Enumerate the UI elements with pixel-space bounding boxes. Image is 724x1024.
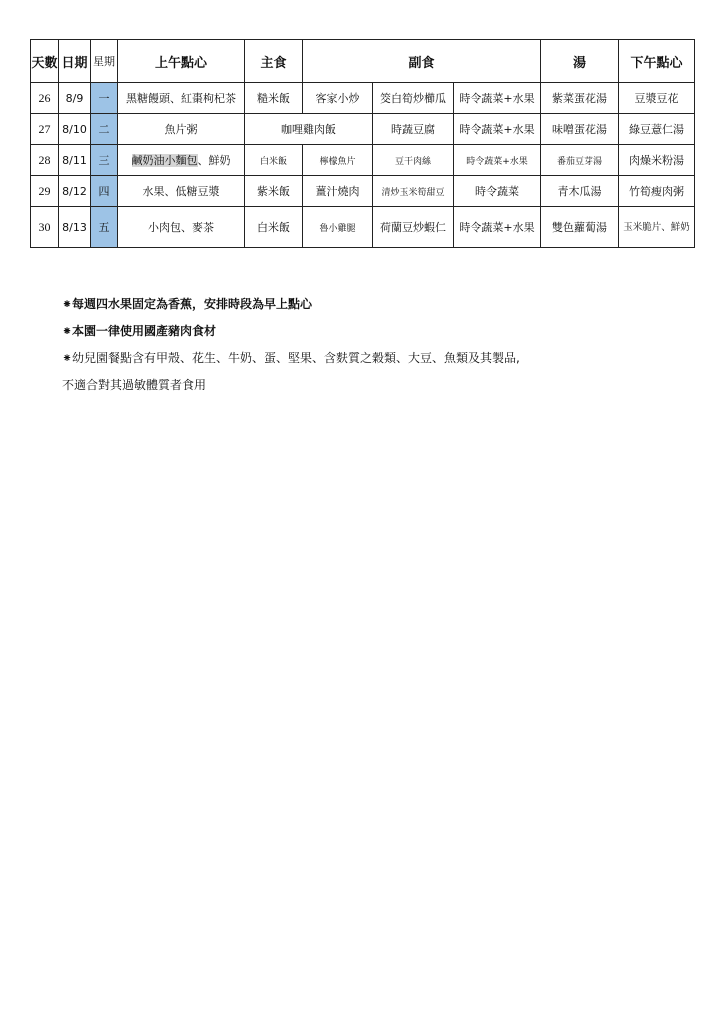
soup-cell: 番茄豆芽湯: [541, 145, 619, 176]
header-side-dish: 副食: [303, 40, 541, 83]
table-row: [31, 83, 695, 114]
morning-snack-rest: 、鮮奶: [197, 154, 231, 167]
morning-snack-cell: 水果、低糖豆漿: [118, 176, 245, 207]
side-dish-cell: 時令蔬菜+水果: [454, 83, 541, 114]
menu-table: [30, 39, 695, 248]
header-date: 日期: [59, 40, 91, 83]
weekday-cell: 二: [91, 114, 118, 145]
day-cell: 28: [31, 145, 59, 176]
side-dish-cell: 荷蘭豆炒蝦仁: [373, 207, 454, 248]
afternoon-snack-cell: 肉燥米粉湯: [619, 145, 695, 176]
side-dish-cell: 筊白筍炒櫛瓜: [373, 83, 454, 114]
header-row: [31, 40, 695, 83]
side-dish-cell: 時蔬豆腐: [373, 114, 454, 145]
side-dish-cell: 時令蔬菜+水果: [454, 207, 541, 248]
day-cell: 26: [31, 83, 59, 114]
afternoon-snack-cell: 綠豆薏仁湯: [619, 114, 695, 145]
date-cell: 8/11: [59, 145, 91, 176]
note-banana: ⁕每週四水果固定為香蕉，安排時段為早上點心: [62, 297, 313, 311]
note-pork: ⁕本園一律使用國產豬肉食材: [62, 324, 217, 338]
morning-snack-cell: 小肉包、麥茶: [118, 207, 245, 248]
soup-cell: 青木瓜湯: [541, 176, 619, 207]
morning-snack-cell: [118, 145, 245, 176]
afternoon-snack-cell: 豆漿豆花: [619, 83, 695, 114]
table-row: [31, 114, 695, 145]
morning-snack-cell: 魚片粥: [118, 114, 245, 145]
side-dish-cell: 客家小炒: [303, 83, 373, 114]
day-cell: 29: [31, 176, 59, 207]
header-soup: 湯: [541, 40, 619, 83]
weekday-cell: 五: [91, 207, 118, 248]
note-allergy-line1: ⁕幼兒園餐點含有甲殼、花生、牛奶、蛋、堅果、含麩質之穀類、大豆、魚類及其製品,: [62, 351, 520, 365]
header-staple: 主食: [245, 40, 303, 83]
table-row: [31, 176, 695, 207]
table-row: [31, 207, 695, 248]
weekday-cell: 三: [91, 145, 118, 176]
notes-section: [62, 296, 682, 404]
soup-cell: 味噌蛋花湯: [541, 114, 619, 145]
date-cell: 8/10: [59, 114, 91, 145]
soup-cell: 雙色蘿蔔湯: [541, 207, 619, 248]
side-dish-cell: 時令蔬菜: [454, 176, 541, 207]
staple-cell: 糙米飯: [245, 83, 303, 114]
day-cell: 30: [31, 207, 59, 248]
highlighted-text: 鹹奶油小麵包: [131, 154, 198, 167]
weekday-cell: 四: [91, 176, 118, 207]
side-dish-cell: 薑汁燒肉: [303, 176, 373, 207]
staple-side-dish-cell: 咖哩雞肉飯: [245, 114, 373, 145]
side-dish-cell: 魯小雞腿: [303, 207, 373, 248]
side-dish-cell: 豆干肉絲: [373, 145, 454, 176]
side-dish-cell: 時令蔬菜+水果: [454, 145, 541, 176]
note-allergy: [62, 350, 682, 393]
header-afternoon-snack: 下午點心: [619, 40, 695, 83]
date-cell: 8/13: [59, 207, 91, 248]
staple-cell: 紫米飯: [245, 176, 303, 207]
note-allergy-line2: 不適合對其過敏體質者食用: [62, 378, 207, 392]
weekday-cell: 一: [91, 83, 118, 114]
afternoon-snack-cell: 竹筍瘦肉粥: [619, 176, 695, 207]
soup-cell: 紫菜蛋花湯: [541, 83, 619, 114]
date-cell: 8/9: [59, 83, 91, 114]
staple-cell: 白米飯: [245, 207, 303, 248]
header-weekday: 星期: [91, 40, 118, 83]
date-cell: 8/12: [59, 176, 91, 207]
side-dish-cell: 時令蔬菜+水果: [454, 114, 541, 145]
table-row: [31, 145, 695, 176]
day-cell: 27: [31, 114, 59, 145]
side-dish-cell: 檸檬魚片: [303, 145, 373, 176]
header-day-count: 天數: [31, 40, 59, 83]
header-morning-snack: 上午點心: [118, 40, 245, 83]
morning-snack-cell: 黑糖饅頭、紅棗枸杞茶: [118, 83, 245, 114]
staple-cell: 白米飯: [245, 145, 303, 176]
side-dish-cell: 清炒玉米筍甜豆: [373, 176, 454, 207]
afternoon-snack-cell: 玉米脆片、鮮奶: [619, 207, 695, 248]
